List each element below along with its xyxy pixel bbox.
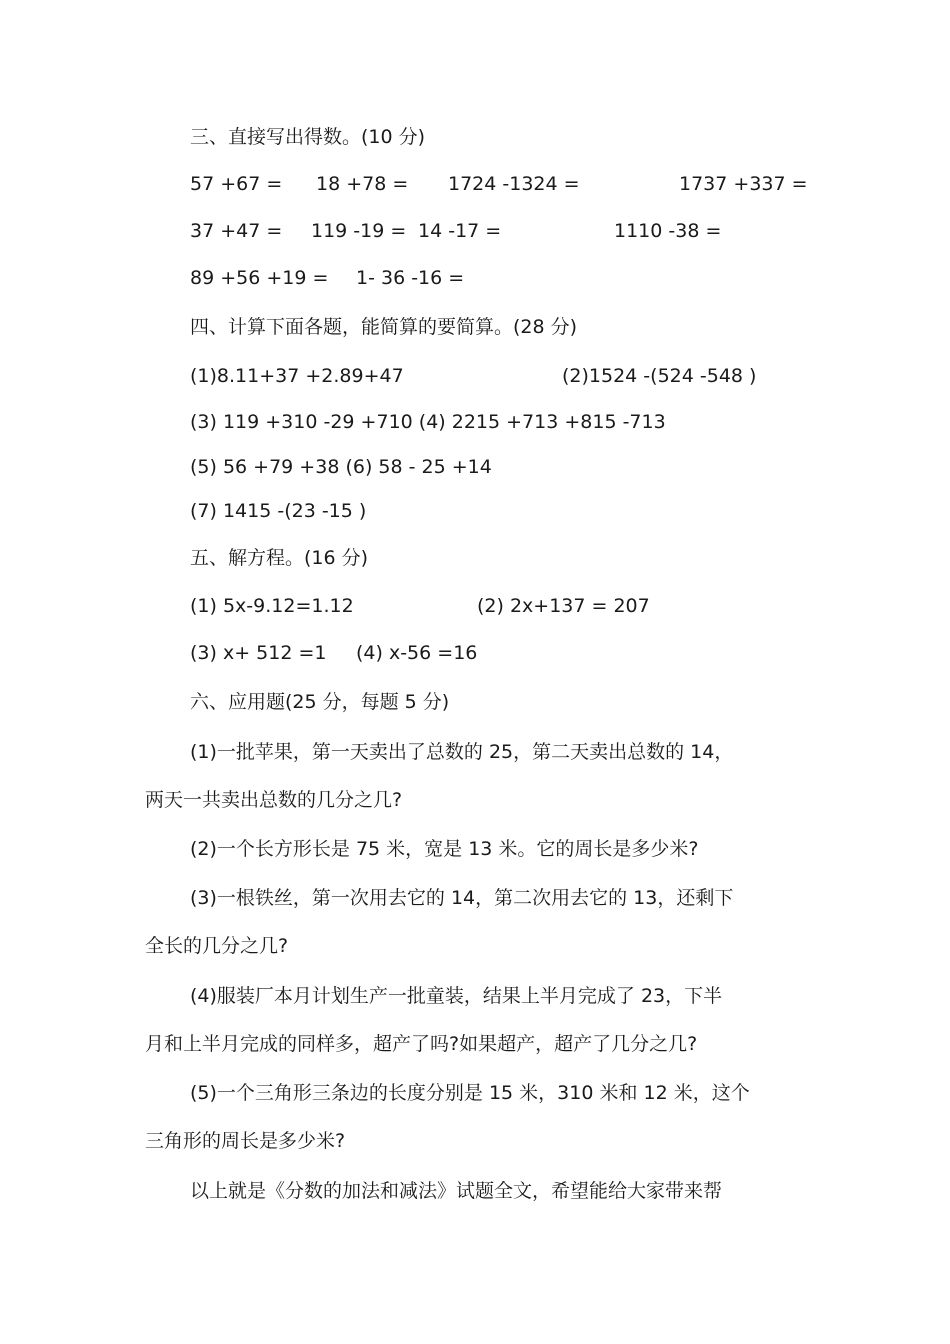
section4-row3: (5) 56 +79 +38 (6) 58 - 25 +14 <box>190 456 492 478</box>
question-1-line2: 两天一共卖出总数的几分之几? <box>145 789 403 811</box>
math-item: 119 -19 = <box>311 220 407 242</box>
question-2-line1: (2)一个长方形长是 75 米，宽是 13 米。它的周长是多少米? <box>190 838 699 860</box>
equation-item: (2) 2x+137 = 207 <box>477 595 650 617</box>
section5-row2 <box>0 640 950 666</box>
math-item: (1)8.11+37 +2.89+47 <box>190 365 404 387</box>
math-item: 1- 36 -16 = <box>356 267 465 289</box>
question-1-line1: (1)一批苹果，第一天卖出了总数的 25，第二天卖出总数的 14， <box>190 741 734 763</box>
math-item: 14 -17 = <box>418 220 502 242</box>
section4-heading: 四、计算下面各题，能简算的要简算。(28 分) <box>190 316 578 338</box>
section4-row2: (3) 119 +310 -29 +710 (4) 2215 +713 +815 -713 <box>190 411 666 433</box>
math-item: 1110 -38 = <box>614 220 722 242</box>
section4-row1 <box>0 363 950 389</box>
math-item: 18 +78 = <box>316 173 409 195</box>
question-4-line1: (4)服装厂本月计划生产一批童装，结果上半月完成了 23，下半 <box>190 985 723 1007</box>
question-3-line1: (3)一根铁丝，第一次用去它的 14，第二次用去它的 13，还剩下 <box>190 887 734 909</box>
section3-row2 <box>0 218 950 244</box>
math-item: (2)1524 -(524 -548 ) <box>562 365 757 387</box>
section6-heading: 六、应用题(25 分，每题 5 分) <box>190 691 450 713</box>
section3-row1 <box>0 171 950 197</box>
math-item: 1724 -1324 = <box>448 173 580 195</box>
equation-item: (3) x+ 512 =1 <box>190 642 327 664</box>
equation-item: (1) 5x-9.12=1.12 <box>190 595 354 617</box>
question-3-line2: 全长的几分之几? <box>145 935 289 957</box>
math-item: 89 +56 +19 = <box>190 267 329 289</box>
section3-heading: 三、直接写出得数。(10 分) <box>190 126 426 148</box>
section5-heading: 五、解方程。(16 分) <box>190 547 369 569</box>
question-5-line2: 三角形的周长是多少米? <box>145 1130 346 1152</box>
math-item: 1737 +337 = <box>679 173 808 195</box>
closing-text: 以上就是《分数的加法和减法》试题全文，希望能给大家带来帮 <box>190 1180 723 1202</box>
math-item: 37 +47 = <box>190 220 283 242</box>
section4-row4: (7) 1415 -(23 -15 ) <box>190 500 367 522</box>
question-5-line1: (5)一个三角形三条边的长度分别是 15 米，310 米和 12 米，这个 <box>190 1082 750 1104</box>
equation-item: (4) x-56 =16 <box>356 642 478 664</box>
math-item: 57 +67 = <box>190 173 283 195</box>
section5-row1 <box>0 593 950 619</box>
section3-row3 <box>0 265 950 291</box>
question-4-line2: 月和上半月完成的同样多，超产了吗?如果超产，超产了几分之几? <box>145 1033 698 1055</box>
